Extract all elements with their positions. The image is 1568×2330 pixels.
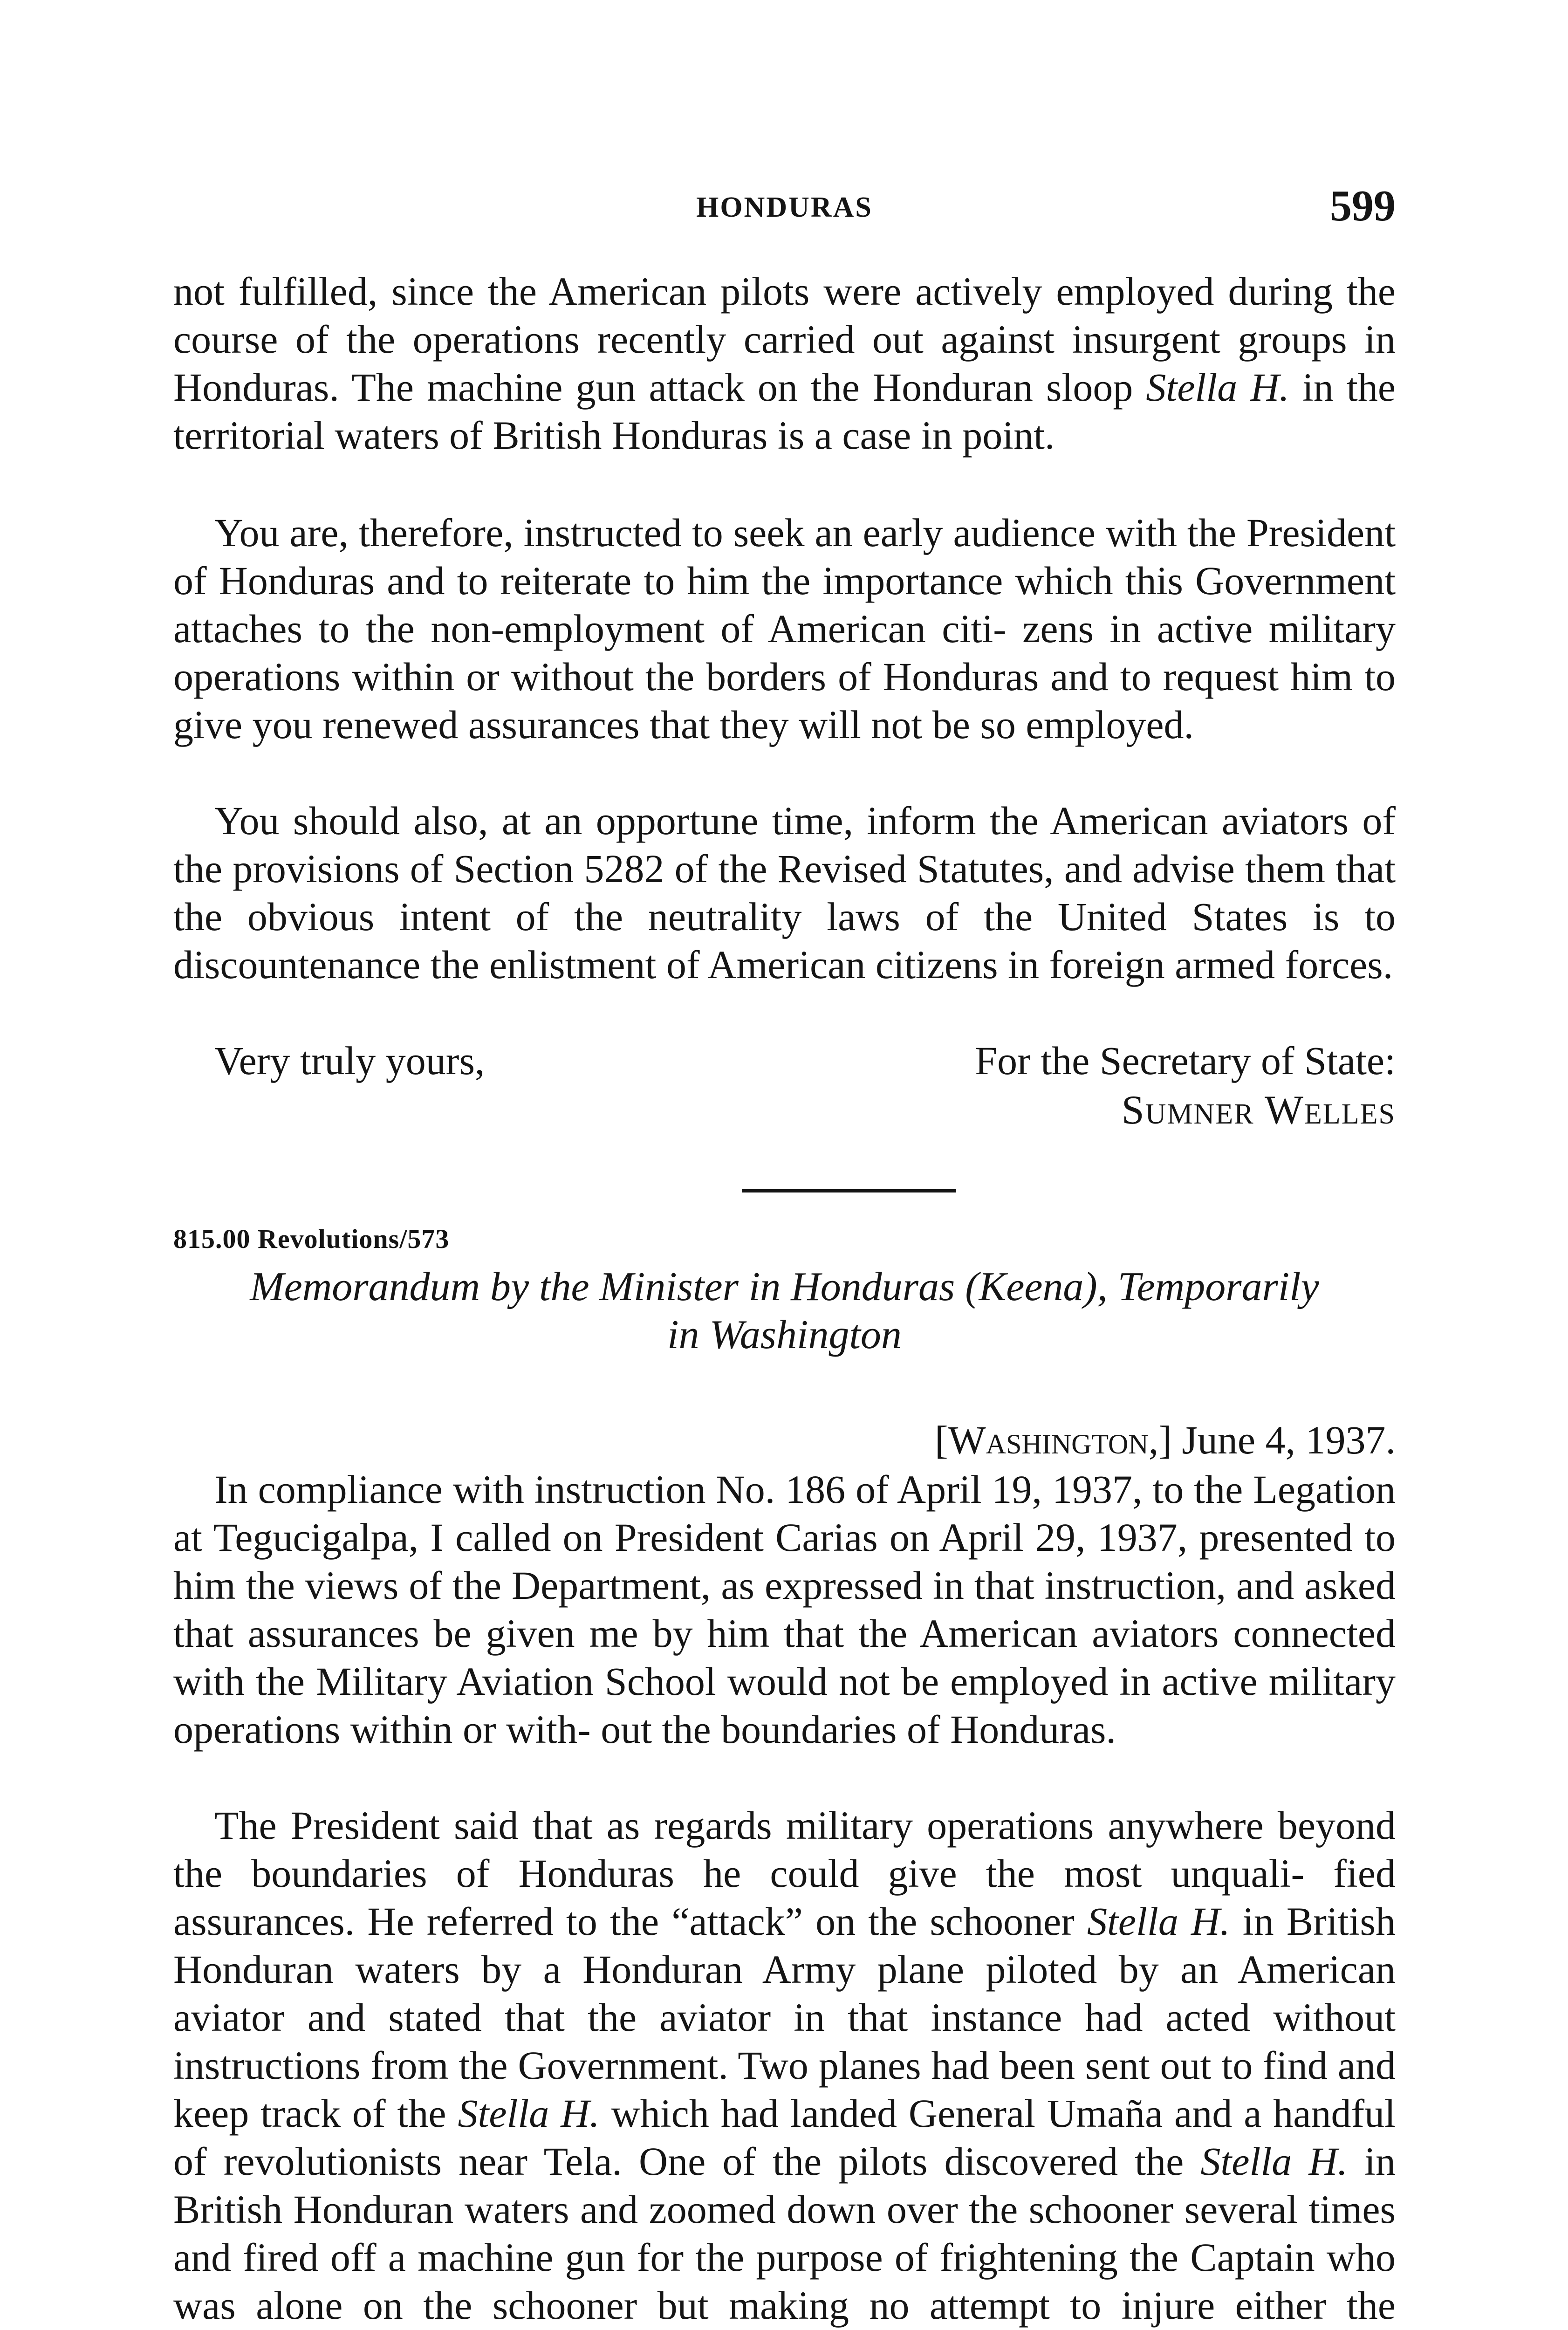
- letter-paragraph-aviators: [173, 797, 1396, 989]
- text-line: was alone on the schooner but making no attempt to injure either: [173, 2283, 1327, 2328]
- text-line: been sent out to find and keep track of the: [173, 2043, 1396, 2136]
- text-line: beyond the boundaries of Honduras he could give the most unquali-: [173, 1803, 1396, 1896]
- closing-row: [173, 1037, 1396, 1089]
- running-header: [173, 181, 1396, 237]
- text-line: and advise them that the obvious intent of the neutrality laws of: [173, 846, 1396, 939]
- text-line: In compliance with instruction No. 186 of April 19, 1937, to the: [214, 1467, 1243, 1512]
- text-line: zens in active military operations within or without the borders of: [173, 606, 1396, 699]
- title-text: Memorandum by the Minister in Honduras (: [250, 1264, 979, 1309]
- text-line: sloop: [1046, 365, 1146, 410]
- text-line: the: [1346, 2283, 1396, 2328]
- text-line: 1937, presented to him the views of the Department, as expressed in: [173, 1515, 1396, 1608]
- text-line: in the territorial waters of British Honduras is a case: [173, 365, 1396, 458]
- dateline: [935, 1417, 1396, 1463]
- text-line: in point.: [921, 413, 1055, 458]
- text-line: in British Honduran: [173, 2139, 1396, 2232]
- text-line: acted without instructions from the Government. Two planes had: [173, 1995, 1396, 2088]
- text-line: not fulfilled, since the American pilots were actively employed during: [173, 269, 1333, 314]
- text-line: Legation at Tegucigalpa, I called on President Carias on April 29,: [173, 1467, 1396, 1560]
- closing-salutation: Very truly yours,: [214, 1038, 485, 1083]
- text-line: which had: [599, 2091, 779, 2136]
- title-name: Keena: [979, 1264, 1084, 1309]
- text-line: aviators of the provisions of Section 5282 of the Revised Statutes,: [173, 798, 1396, 891]
- title-text: ),: [1083, 1264, 1118, 1309]
- section-divider: [742, 1189, 956, 1192]
- dateline-date: June 4, 1937.: [1171, 1418, 1396, 1462]
- vessel-name: Stella H.: [1200, 2139, 1348, 2184]
- running-title: HONDURAS: [696, 192, 873, 223]
- letter-continuation-paragraph: [173, 267, 1396, 459]
- text-line: waters and zoomed down over the schooner several times and fired: [173, 2187, 1396, 2280]
- dateline-place: [Washington,]: [935, 1418, 1172, 1462]
- text-line: You are, therefore, instructed to seek an early audience with the: [214, 510, 1236, 555]
- memo-paragraph-president: [173, 1802, 1396, 2330]
- text-line: in British Honduran waters by a Honduran Army plane piloted by: [173, 1899, 1396, 1992]
- text-line: Honduras and to request him to give you renewed assurances that: [173, 654, 1396, 747]
- vessel-name: Stella H.: [1087, 1899, 1230, 1944]
- text-line: an American aviator and stated that the aviator in that instance had: [173, 1947, 1396, 2040]
- vessel-name: Stella H.: [1146, 365, 1289, 410]
- text-line: they will not be so employed.: [719, 702, 1194, 747]
- text-line: out the boundaries of Honduras.: [601, 1707, 1116, 1752]
- text-line: The President said that as regards military operations anywhere: [214, 1803, 1264, 1848]
- text-line: would not be employed in active military operations within or with-: [173, 1659, 1396, 1752]
- text-line: You should also, at an opportune time, inform the American: [214, 798, 1208, 843]
- text-line: that instruction, and asked that assurances be given me by him that: [173, 1563, 1396, 1656]
- text-line: fied assurances. He referred to the “attack” on the schooner: [173, 1851, 1396, 1944]
- text-line: citizens in foreign armed forces.: [875, 942, 1393, 987]
- text-line: groups in Honduras. The machine gun attack on the Honduran: [173, 317, 1396, 410]
- vessel-name: Stella H.: [458, 2091, 600, 2136]
- text-line: this Government attaches to the non-employment of American citi-: [173, 558, 1396, 651]
- for-secretary-line: For the Secretary of State:: [975, 1038, 1396, 1083]
- text-line: the United States is to discountenance the enlistment of American: [173, 894, 1396, 987]
- memorandum-title: [173, 1263, 1396, 1359]
- text-line: President of Honduras and to reiterate to him the importance which: [173, 510, 1396, 603]
- letter-paragraph-instructions: [173, 509, 1396, 749]
- page-number: 599: [1330, 182, 1396, 230]
- title-text: Temporarily: [1117, 1264, 1319, 1309]
- text-line: One of the pilots discovered the: [639, 2139, 1201, 2184]
- memo-paragraph-compliance: [173, 1466, 1396, 1754]
- text-line: off a machine gun for the purpose of frightening the Captain who: [330, 2235, 1396, 2280]
- text-line: landed General Umaña and a handful of revolutionists near Tela.: [173, 2091, 1396, 2184]
- text-line: the American aviators connected with the Military Aviation School: [173, 1611, 1396, 1704]
- title-text: in Washington: [667, 1312, 902, 1357]
- signature: Sumner Welles: [1121, 1088, 1396, 1133]
- file-number: 815.00 Revolutions/573: [173, 1224, 450, 1254]
- text-line: the course of the operations recently carried out against insurgent: [173, 269, 1396, 362]
